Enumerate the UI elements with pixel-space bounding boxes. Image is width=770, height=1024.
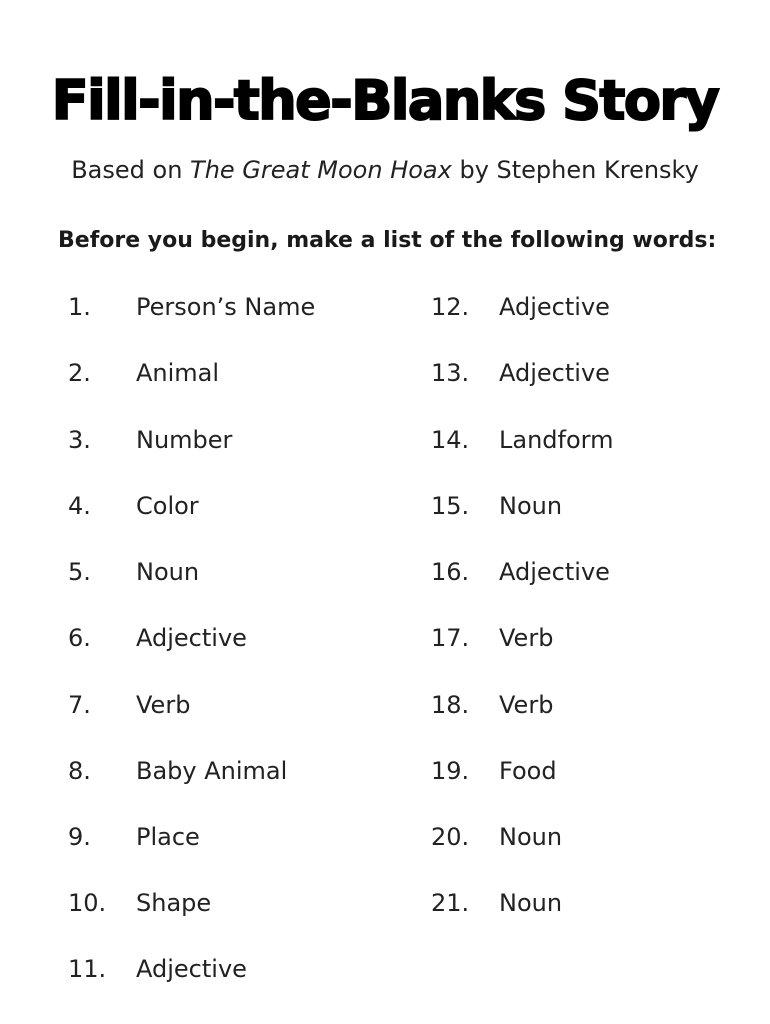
- word-label: Verb: [499, 691, 554, 719]
- word-label: Animal: [136, 359, 220, 387]
- word-list-item: [68, 621, 368, 655]
- word-number: 2.: [68, 359, 91, 387]
- word-number: 5.: [68, 558, 91, 586]
- word-label: Adjective: [136, 624, 247, 652]
- word-list-item: [431, 621, 731, 655]
- word-list-item: [431, 489, 731, 523]
- word-label: Noun: [499, 889, 563, 917]
- word-label: Number: [136, 426, 233, 454]
- word-label: Adjective: [499, 359, 610, 387]
- word-number: 6.: [68, 624, 91, 652]
- word-list-item: [68, 555, 368, 589]
- word-number: 11.: [68, 955, 107, 983]
- word-list-item: [68, 423, 368, 457]
- word-label: Color: [136, 492, 199, 520]
- word-label: Person’s Name: [136, 293, 316, 321]
- page-title: Fill-in-the-Blanks Story: [51, 69, 719, 132]
- instructions: Before you begin, make a list of the following words:: [58, 228, 717, 253]
- word-number: 17.: [431, 624, 470, 652]
- word-number: 18.: [431, 691, 470, 719]
- word-number: 20.: [431, 823, 470, 851]
- word-label: Shape: [136, 889, 212, 917]
- word-number: 8.: [68, 757, 91, 785]
- word-list-item: [68, 754, 368, 788]
- word-label: Verb: [499, 624, 554, 652]
- word-list-item: [431, 688, 731, 722]
- word-number: 13.: [431, 359, 470, 387]
- word-number: 3.: [68, 426, 91, 454]
- word-label: Adjective: [499, 558, 610, 586]
- word-label: Noun: [136, 558, 200, 586]
- subtitle-prefix: Based on: [71, 156, 191, 184]
- word-number: 19.: [431, 757, 470, 785]
- word-list-item: [68, 688, 368, 722]
- word-label: Adjective: [499, 293, 610, 321]
- word-number: 1.: [68, 293, 91, 321]
- word-number: 16.: [431, 558, 470, 586]
- word-number: 7.: [68, 691, 91, 719]
- word-list-item: [68, 356, 368, 390]
- word-list-item: [68, 290, 368, 324]
- word-number: 4.: [68, 492, 91, 520]
- word-number: 14.: [431, 426, 470, 454]
- word-list-item: [431, 290, 731, 324]
- word-label: Noun: [499, 492, 563, 520]
- word-label: Adjective: [136, 955, 247, 983]
- word-list-item: [431, 555, 731, 589]
- word-list-item: [431, 356, 731, 390]
- word-label: Noun: [499, 823, 563, 851]
- word-number: 15.: [431, 492, 470, 520]
- word-list-item: [68, 886, 368, 920]
- word-number: 12.: [431, 293, 470, 321]
- word-label: Place: [136, 823, 200, 851]
- word-number: 10.: [68, 889, 107, 917]
- word-list-item: [431, 886, 731, 920]
- book-title: The Great Moon Hoax: [190, 156, 452, 184]
- word-list-item: [68, 820, 368, 854]
- word-list-item: [68, 952, 368, 986]
- word-list-item: [431, 423, 731, 457]
- word-list-item: [431, 754, 731, 788]
- word-label: Baby Animal: [136, 757, 288, 785]
- page-subtitle: [0, 153, 770, 187]
- word-list-item: [68, 489, 368, 523]
- word-number: 21.: [431, 889, 470, 917]
- word-list-item: [431, 820, 731, 854]
- word-label: Landform: [499, 426, 614, 454]
- word-number: 9.: [68, 823, 91, 851]
- word-label: Verb: [136, 691, 191, 719]
- word-label: Food: [499, 757, 557, 785]
- subtitle-suffix: by Stephen Krensky: [451, 156, 699, 184]
